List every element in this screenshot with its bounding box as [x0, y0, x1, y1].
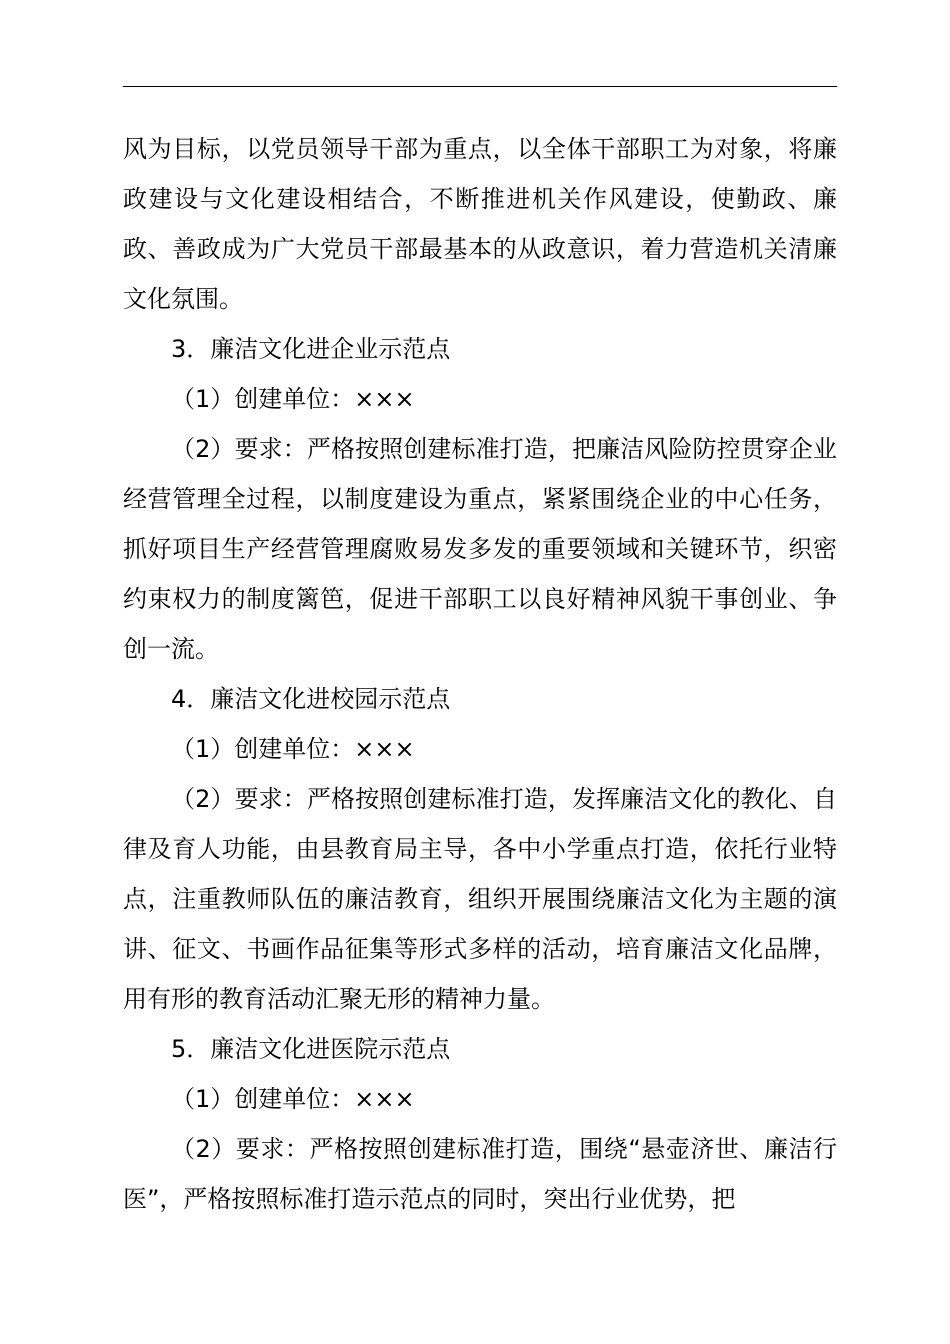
- section-heading-hospital: 5．廉洁文化进医院示范点: [171, 1035, 451, 1063]
- requirement-hospital: （2）要求：严格按照创建标准打造，围绕“悬壶济世、廉洁行医”，严格按照标准打造示范点的同时，突出行业优势，把: [123, 1135, 837, 1213]
- document-body: [123, 124, 837, 1224]
- unit-line-campus: （1）创建单位：×××: [171, 735, 415, 763]
- requirement-campus: （2）要求：严格按照创建标准打造，发挥廉洁文化的教化、自律及育人功能，由县教育局主导，各中小学重点打造，依托行业特点，注重教师队伍的廉洁教育，组织开展围绕廉洁文化为主题的演讲、征文、书画作品征集等形式多样的活动，培育廉洁文化品牌，用有形的教育活动汇聚无形的精神力量。: [123, 785, 837, 1013]
- header-rule: [123, 86, 837, 87]
- paragraph-continuation: 风为目标，以党员领导干部为重点，以全体干部职工为对象，将廉政建设与文化建设相结合，不断推进机关作风建设，使勤政、廉政、善政成为广大党员干部最基本的从政意识，着力营造机关清廉文化氛围。: [123, 135, 837, 313]
- section-heading-enterprise: 3．廉洁文化进企业示范点: [171, 335, 451, 363]
- unit-line-hospital: （1）创建单位：×××: [171, 1085, 415, 1113]
- section-heading-campus: 4．廉洁文化进校园示范点: [171, 685, 451, 713]
- requirement-enterprise: （2）要求：严格按照创建标准打造，把廉洁风险防控贯穿企业经营管理全过程，以制度建设为重点，紧紧围绕企业的中心任务，抓好项目生产经营管理腐败易发多发的重要领域和关键环节，织密约束权力的制度篱笆，促进干部职工以良好精神风貌干事创业、争创一流。: [123, 435, 837, 663]
- unit-line-enterprise: （1）创建单位：×××: [171, 385, 415, 413]
